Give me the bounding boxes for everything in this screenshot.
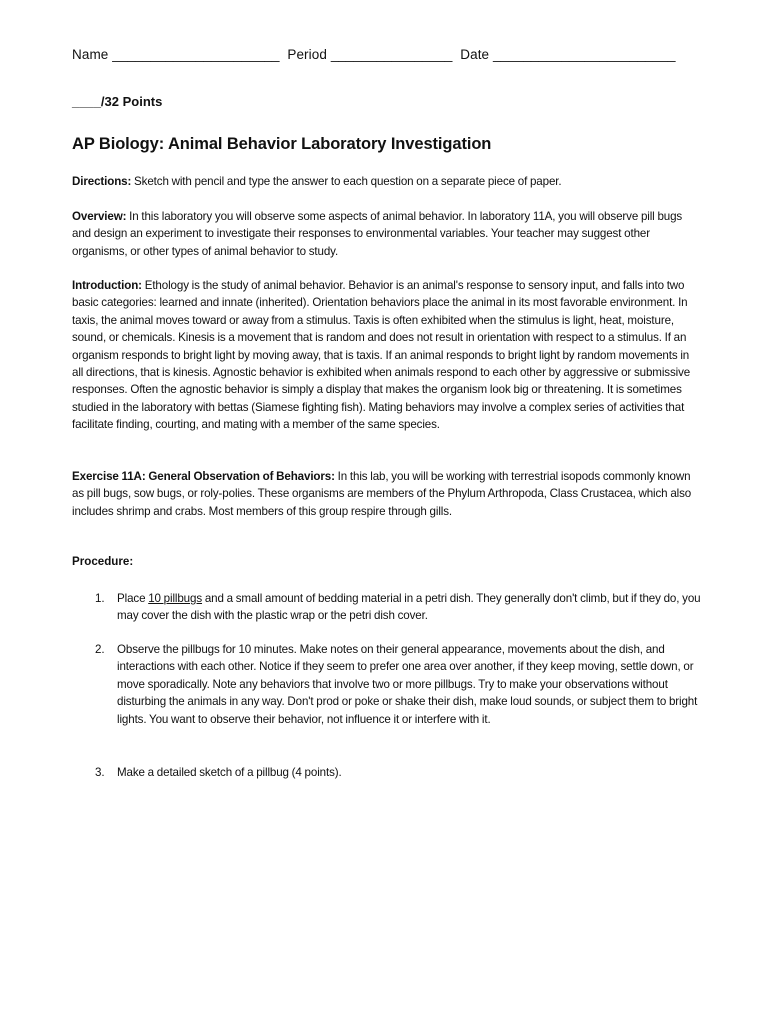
introduction-text: Ethology is the study of animal behavior. Behavior is an animal's response to sensory input, and falls into two basic categories: learned and innate (inherited). Orientation behaviors place the animal in its most favorable environment. In taxis, the animal moves toward or away from a stimulus. Taxis is often exhibited when the stimulus is light, heat, moisture, sound, or chemicals. Kinesis is a movement that is random and does not result in orientation with respect to a stimulus. If an organism responds to bright light by moving away, that is taxis. If an animal responds to bright light by random movements in all directions, that is kinesis. Agnostic behavior is exhibited when animals respond to each other by aggressive or submissive responses. Often the agnostic behavior is simply a display that makes the organism look big or threatening. It is sometimes studied in the laboratory with bettas (Siamese fighting fish). Mating behaviors may involve a complex series of activities that facilitate finding, courting, and mating with a member of the same species. xyxy=(72,279,691,432)
step-number: 2. xyxy=(95,643,105,656)
step-text: Observe the pillbugs for 10 minutes. Make notes on their general appearance, movements about the dish, and interactions with each other. Notice if they seem to prefer one area over another, if they keep moving, settle down, or move sporadically. Note any behaviors that involve two or more pillbugs. Try to make your observations without disturbing the animals in any way. Don't prod or poke or shake their dish, make loud sounds, or subject them to bright lights. You want to observe their behavior, not influence it or interfere with it. xyxy=(117,643,698,726)
step-number: 3. xyxy=(95,766,105,779)
procedure-step-1 xyxy=(95,590,701,625)
step-text: Make a detailed sketch of a pillbug (4 points). xyxy=(117,766,342,779)
overview-label: Overview: xyxy=(72,210,127,223)
exercise-paragraph xyxy=(72,468,702,520)
overview-paragraph xyxy=(72,208,702,260)
procedure-step-3 xyxy=(95,764,701,781)
procedure-heading: Procedure: xyxy=(72,555,134,568)
introduction-label: Introduction: xyxy=(72,279,142,292)
step-text-after: and a small amount of bedding material in a petri dish. They generally don't climb, but if they do, you may cover the dish with the plastic wrap or the petri dish cover. xyxy=(117,592,701,623)
page-title: AP Biology: Animal Behavior Laboratory Investigation xyxy=(72,135,492,153)
introduction-paragraph xyxy=(72,277,702,434)
step-text xyxy=(117,590,701,625)
directions-paragraph xyxy=(72,173,702,190)
pillbug-count: 10 pillbugs xyxy=(148,592,203,605)
student-info-fields: Name ______________________ Period ________________ Date ________________________ xyxy=(72,47,676,62)
directions-label: Directions: xyxy=(72,175,132,188)
exercise-label: Exercise 11A: General Observation of Behaviors: xyxy=(72,470,335,483)
step-text-before: Place xyxy=(117,592,149,605)
points-total: ____/32 Points xyxy=(72,94,163,109)
step-number: 1. xyxy=(95,592,105,605)
exercise-text: In this lab, you will be working with terrestrial isopods commonly known as pill bugs, sow bugs, or roly-polies. These organisms are members of the Phylum Arthropoda, Class Crustacea, which also includes shrimp and crabs. Most members of this group respire through gills. xyxy=(72,470,692,518)
directions-text: Sketch with pencil and type the answer to each question on a separate piece of paper. xyxy=(131,175,562,188)
procedure-step-2 xyxy=(95,641,701,728)
overview-text: In this laboratory you will observe some aspects of animal behavior. In laboratory 11A, you will observe pill bugs and design an experiment to investigate their responses to environmental variables. Your teacher may suggest other organisms, or other types of animal behavior to study. xyxy=(72,210,683,258)
